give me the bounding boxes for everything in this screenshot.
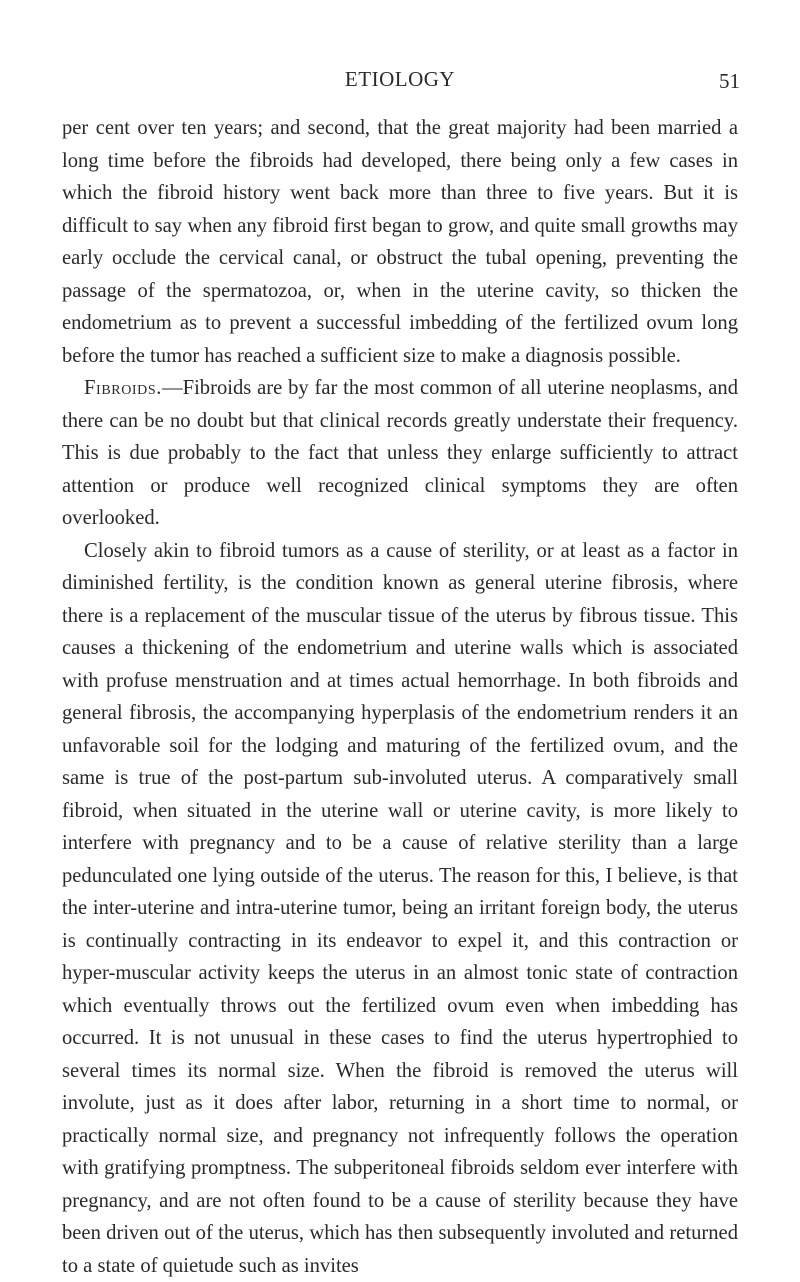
running-title: ETIOLOGY [0,64,800,94]
page-number: 51 [719,66,740,96]
running-head [0,64,800,94]
paragraph-fibroids [62,372,738,535]
section-run-in-heading: Fibroids. [84,377,162,399]
paragraph-text: —Fibroids are by far the most common of all uterine neoplasms, and there can be no doubt but that clinical records greatly understate their frequency. This is due probably to the fact that unless they enlarge sufficiently to attract attention or produce well recognized clinical symptoms they are often overlooked. [62,377,738,529]
paragraph-continuation: per cent over ten years; and second, that the great majority had been married a long time before the fibroids had developed, there being only a few cases in which the fibroid history went back more than three to five years. But it is difficult to say when any fibroid first began to grow, and quite small growths may early occlude the cervical canal, or obstruct the tubal opening, preventing the passage of the spermatozoa, or, when in the uterine cavity, so thicken the endometrium as to prevent a successful imbedding of the fertilized ovum long before the tumor has reached a sufficient size to make a diagnosis possible. [62,112,738,372]
paragraph-fibrosis: Closely akin to fibroid tumors as a cause of sterility, or at least as a factor in diminished fertility, is the condition known as general uterine fibrosis, where there is a replacement of the muscular tissue of the uterus by fibrous tissue. This causes a thickening of the endometrium and uterine walls which is associated with profuse menstruation and at times actual hemorrhage. In both fibroids and general fibrosis, the accompanying hyperplasis of the endometrium renders it an unfavorable soil for the lodging and maturing of the fertilized ovum, and the same is true of the post-partum sub-involuted uterus. A comparatively small fibroid, when situated in the uterine wall or uterine cavity, is more likely to interfere with pregnancy and to be a cause of relative sterility than a large pedunculated one lying outside of the uterus. The reason for this, I believe, is that the inter-uterine and intra-uterine tumor, being an irritant foreign body, the uterus is continually contracting in its endeavor to expel it, and this contraction or hyper-muscular activity keeps the uterus in an almost tonic state of contraction which eventually throws out the fertilized ovum even when imbedding has occurred. It is not unusual in these cases to find the uterus hypertrophied to several times its normal size. When the fibroid is removed the uterus will involute, just as it does after labor, returning in a short time to normal, or practically normal size, and pregnancy not infrequently follows the operation with gratifying promptness. The subperitoneal fibroids seldom ever interfere with pregnancy, and are not often found to be a cause of sterility because they have been driven out of the uterus, which has then subsequently involuted and returned to a state of quietude such as invites [62,535,738,1282]
body-text [62,112,738,1282]
